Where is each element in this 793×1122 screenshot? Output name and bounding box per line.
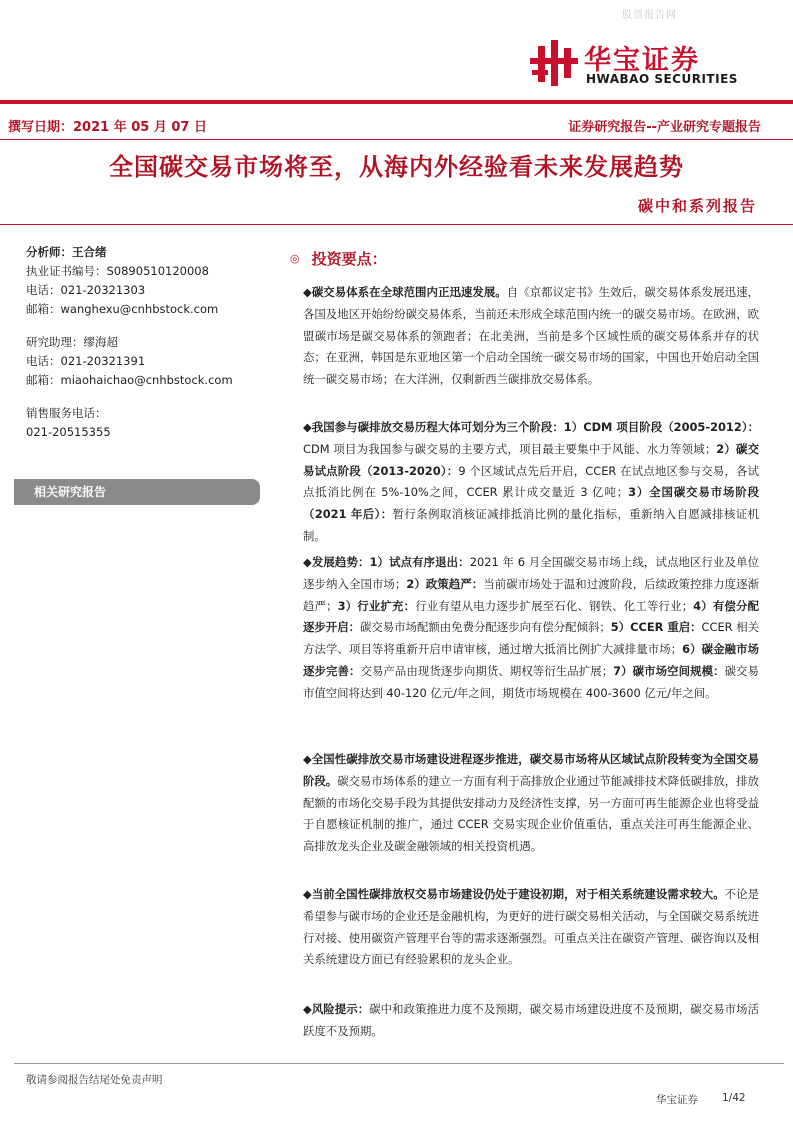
paragraph-body: 自《京都议定书》生效后，碳交易体系发展迅速，各国及地区开始纷纷碳交易体系，当前还未形成全球范围内统一的碳交易市场。在欧洲，欧盟碳市场是碳交易体系的领跑者；在北美洲，当前是多个区域性质的碳交易体系并存的状态；在亚洲，韩国是东亚地区第一个启动全国统一碳交易市场的国家，中国也开始启动全国统一碳交易市场；在大洋洲，仅剩新西兰碳排放交易体系。 xyxy=(303,285,759,387)
highlight-paragraph xyxy=(303,999,759,1043)
report-series: 碳中和系列报告 xyxy=(637,197,757,215)
company-logo xyxy=(530,36,762,90)
paragraph-highlight: 2）政策趋严： xyxy=(406,576,484,591)
paragraph-lead: ◆当前全国性碳排放权交易市场建设仍处于建设初期，对于相关系统建设需求较大。 xyxy=(303,887,725,901)
paragraph-body: 暂行条例取消核证减排抵消比例的量化指标，重新纳入自愿减排核证机制。 xyxy=(303,507,759,543)
paragraph-body: CCER 相关方法学、项目等将重新开启申请审核，通过增大抵消比例扩大减排量市场； xyxy=(303,620,759,657)
sales-label: 销售服务电话： xyxy=(26,406,107,420)
report-date: 撰写日期：2021 年 05 月 07 日 xyxy=(8,120,207,135)
highlight-paragraph xyxy=(303,884,759,971)
report-type: 证券研究报告--产业研究专题报告 xyxy=(568,120,761,135)
investment-highlights-label: 投资要点： xyxy=(311,250,387,268)
footer-firm-name: 华宝证券 xyxy=(656,1094,698,1106)
paragraph-body: 交易产品由现货逐步向期货、期权等衍生品扩展； xyxy=(360,663,614,678)
analyst-name: 分析师：王合绪 xyxy=(26,245,107,259)
title-divider xyxy=(0,139,793,140)
paragraph-body: 9 个区域试点先后开启，CCER 在试点地区参与交易，各试点抵消比例在 5%-10%之间，CCER 累计成交量近 3 亿吨； xyxy=(303,463,759,500)
paragraph-body: 碳中和政策推进力度不及预期，碳交易市场建设进度不及预期，碳交易市场活跃度不及预期。 xyxy=(303,1002,759,1038)
paragraph-body: 碳交易市场配额由免费分配逐步向有偿分配倾斜； xyxy=(360,620,611,635)
paragraph-body: 当前碳市场处于温和过渡阶段，后续政策控排力度逐渐趋严； xyxy=(303,576,759,613)
highlight-paragraph xyxy=(303,749,759,858)
paragraph-lead: ◆碳交易体系在全球范围内正迅速发展。 xyxy=(303,285,507,299)
logo-english-name: HWABAO SECURITIES xyxy=(586,72,738,86)
page-number: 1/42 xyxy=(722,1092,746,1104)
sales-phone: 021-20515355 xyxy=(26,425,111,439)
paragraph-body: 2021 年 6 月全国碳交易市场上线，试点地区行业及单位逐步纳入全国市场； xyxy=(303,555,759,591)
assistant-email[interactable]: 邮箱：miaohaichao@cnhbstock.com xyxy=(26,373,233,387)
highlight-paragraph xyxy=(303,417,759,548)
paragraph-lead: ◆风险提示： xyxy=(303,1002,370,1016)
paragraph-highlight: 3）全国碳交易市场阶段（2021 年后）： xyxy=(303,485,759,522)
hwabao-logo-icon xyxy=(530,40,578,86)
series-divider xyxy=(0,224,793,225)
logo-chinese-name: 华宝证券 xyxy=(584,45,700,76)
paragraph-lead: ◆发展趋势：1）试点有序退出： xyxy=(303,555,470,569)
paragraph-body: CDM 项目为我国参与碳交易的主要方式，项目最主要集中于风能、水力等领域； xyxy=(303,441,717,456)
watermark: 股票报告网 xyxy=(622,10,677,21)
paragraph-highlight: 6）碳金融市场逐步完善： xyxy=(303,642,759,678)
target-bullet-icon: ◎ xyxy=(290,252,300,265)
footer-divider xyxy=(14,1063,784,1064)
paragraph-lead: ◆我国参与碳排放交易历程大体可划分为三个阶段：1）CDM 项目阶段（2005-2012）： xyxy=(303,420,759,434)
disclaimer-note: 敬请参阅报告结尾处免责声明 xyxy=(26,1074,163,1086)
page-title: 全国碳交易市场将至，从海内外经验看未来发展趋势 xyxy=(109,153,684,181)
analyst-phone: 电话：021-20321303 xyxy=(26,283,146,297)
highlight-paragraph xyxy=(303,282,759,391)
paragraph-highlight: 2）碳交易试点阶段（2013-2020）： xyxy=(303,441,759,478)
analyst-certificate: 执业证书编号：S0890510120008 xyxy=(26,264,209,278)
paragraph-highlight: 7）碳市场空间规模： xyxy=(613,663,725,678)
paragraph-body: 碳交易市值空间将达到 40-120 亿元/年之间，期货市场规模在 400-3600 亿元/年之间。 xyxy=(303,663,759,700)
paragraph-highlight: 4）有偿分配逐步开启： xyxy=(303,598,759,635)
assistant-name: 研究助理：缪海超 xyxy=(26,335,118,349)
paragraph-lead: ◆全国性碳排放交易市场建设进程逐步推进，碳交易市场将从区域试点阶段转变为全国交易阶段。 xyxy=(303,752,759,788)
paragraph-highlight: 5）CCER 重启： xyxy=(610,620,702,635)
paragraph-body: 不论是希望参与碳市场的企业还是金融机构，为更好的进行碳交易相关活动，与全国碳交易系统进行对接、使用碳资产管理平台等的需求逐渐强烈。可重点关注在碳资产管理、碳咨询以及相关系统建设方面已有经验累积的龙头企业。 xyxy=(303,887,759,967)
related-reports-tab[interactable]: 相关研究报告 xyxy=(14,479,260,505)
assistant-phone: 电话：021-20321391 xyxy=(26,354,146,368)
investment-highlights-heading xyxy=(290,248,387,269)
paragraph-body: 行业有望从电力逐步扩展至石化、钢铁、化工等行业； xyxy=(415,598,694,613)
paragraph-highlight: 3）行业扩充： xyxy=(337,598,416,613)
highlight-paragraph xyxy=(303,552,759,705)
paragraph-body: 碳交易市场体系的建立一方面有利于高排放企业通过节能减排技术降低碳排放，排放配额的市场化交易手段为其提供安排动力及经济性支撑，另一方面可再生能源企业也将受益于自愿核证机制的推广，通过 CCER 交易实现企业价值重估，重点关注可再生能源企业、高排放龙头企业及碳金融领域的相关投资机遇。 xyxy=(303,773,759,854)
analyst-email[interactable]: 邮箱：wanghexu@cnhbstock.com xyxy=(26,302,219,316)
header-divider xyxy=(0,100,793,104)
contact-panel xyxy=(26,243,266,442)
